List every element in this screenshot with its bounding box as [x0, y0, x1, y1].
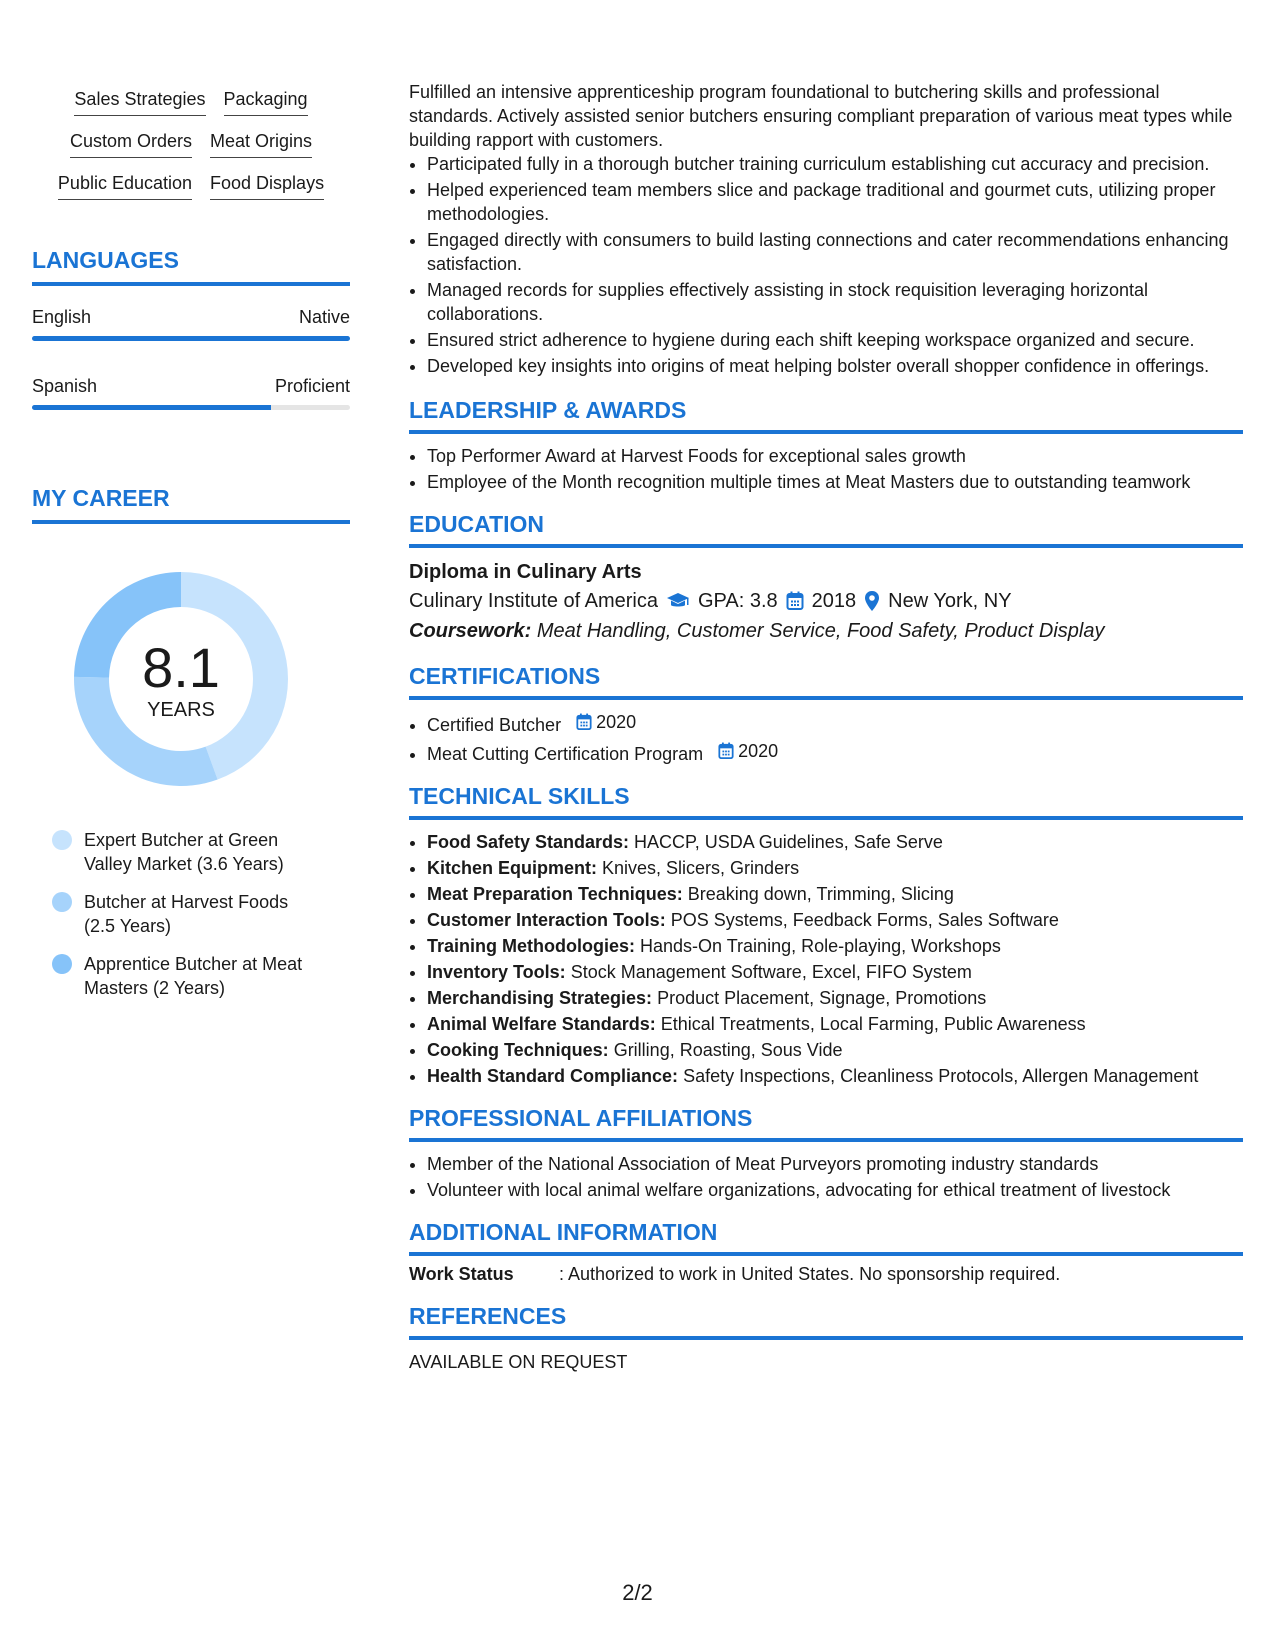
- affiliations-section: [409, 1104, 1243, 1202]
- list-item: [427, 830, 1243, 854]
- legend-dot: [52, 830, 72, 850]
- tag-row: [74, 88, 307, 116]
- coursework-label: Coursework:: [409, 620, 532, 642]
- language-name: English: [32, 307, 92, 327]
- skill-tag: Meat Origins: [210, 130, 312, 158]
- section-rule: [409, 544, 1243, 548]
- skill-tag: Public Education: [58, 172, 192, 200]
- section-rule: [409, 696, 1243, 700]
- experience-intro: Fulfilled an intensive apprenticeship program foundational to butchering skills and professional standards. Actively assisted senior butchers ensuring compliant preparation of various meat types while building rapport with customers.: [409, 82, 1233, 150]
- section-rule: [409, 1252, 1243, 1256]
- skill-tags: [32, 88, 350, 200]
- skill-values: Stock Management Software, Excel, FIFO System: [570, 962, 972, 982]
- tag-row: [58, 172, 324, 200]
- certification-year: 2020: [738, 741, 779, 761]
- list-item: • Managed records for supplies effectively assisting in stock requisition leveraging horizontal collaborations.: [427, 278, 1243, 326]
- list-item: [427, 1012, 1243, 1036]
- list-item: • Developed key insights into origins of meat helping bolster overall shopper confidence in offerings.: [427, 354, 1243, 378]
- section-rule: [409, 816, 1243, 820]
- skill-values: Knives, Slicers, Grinders: [602, 858, 800, 878]
- skill-category: Food Safety Standards:: [427, 832, 630, 852]
- languages-section: [32, 246, 350, 410]
- section-title: PROFESSIONAL AFFILIATIONS: [409, 1105, 753, 1131]
- work-status-label: Work Status: [409, 1264, 514, 1284]
- work-status-row: [409, 1262, 1243, 1286]
- references-text: AVAILABLE ON REQUEST: [409, 1352, 628, 1372]
- skill-values: POS Systems, Feedback Forms, Sales Software: [670, 910, 1059, 930]
- language-bar: [32, 336, 350, 341]
- certification-year: 2020: [596, 712, 637, 732]
- calendar-icon: [718, 742, 734, 760]
- legend-label: Butcher at Harvest Foods (2.5 Years): [84, 892, 289, 936]
- language-bar-fill: [32, 336, 350, 341]
- legend-item: [52, 952, 322, 1000]
- list-item: [427, 908, 1243, 932]
- section-title: REFERENCES: [409, 1303, 567, 1329]
- certification-name: Meat Cutting Certification Program: [427, 744, 704, 764]
- skill-category: Inventory Tools:: [427, 962, 566, 982]
- list-item: [427, 710, 1243, 737]
- skill-values: Safety Inspections, Cleanliness Protocols, Allergen Management: [683, 1066, 1199, 1086]
- language-level: Native: [298, 307, 350, 327]
- list-item: [427, 1038, 1243, 1062]
- career-section: [32, 484, 350, 1000]
- section-title: TECHNICAL SKILLS: [409, 783, 630, 809]
- skill-values: Breaking down, Trimming, Slicing: [687, 884, 954, 904]
- list-item: [427, 882, 1243, 906]
- language-level: Proficient: [274, 376, 350, 396]
- sidebar: [32, 80, 350, 1014]
- legend-item: [52, 890, 322, 938]
- languages-title: LANGUAGES: [32, 247, 179, 273]
- skill-values: Product Placement, Signage, Promotions: [657, 988, 987, 1008]
- skill-values: HACCP, USDA Guidelines, Safe Serve: [634, 832, 943, 852]
- section-rule: [409, 430, 1243, 434]
- list-item: [427, 960, 1243, 984]
- skill-tag: Food Displays: [210, 172, 324, 200]
- list-item: [427, 986, 1243, 1010]
- language-bar: [32, 405, 350, 410]
- main-content: [409, 80, 1243, 1374]
- list-item: • Engaged directly with consumers to build lasting connections and cater recommendations enhancing satisfaction.: [427, 228, 1243, 276]
- career-donut: [66, 564, 296, 794]
- list-item: [427, 934, 1243, 958]
- career-legend: [52, 828, 350, 1000]
- graduation-cap-icon: [666, 591, 690, 611]
- tag-row: [70, 130, 312, 158]
- career-title: MY CAREER: [32, 485, 170, 511]
- education-details: [409, 586, 1243, 616]
- certification-name: Certified Butcher: [427, 715, 562, 735]
- legend-dot: [52, 954, 72, 974]
- education-school: Culinary Institute of America: [409, 590, 658, 612]
- skill-category: Training Methodologies:: [427, 936, 635, 956]
- skill-category: Customer Interaction Tools:: [427, 910, 666, 930]
- legend-label: Apprentice Butcher at Meat Masters (2 Years): [84, 954, 303, 998]
- section-title: LEADERSHIP & AWARDS: [409, 397, 687, 423]
- career-unit: YEARS: [147, 699, 215, 721]
- skill-category: Kitchen Equipment:: [427, 858, 597, 878]
- section-title: EDUCATION: [409, 511, 545, 537]
- language-bar-fill: [32, 405, 271, 410]
- education-location: New York, NY: [888, 590, 1012, 612]
- list-item: • Helped experienced team members slice and package traditional and gourmet cuts, utilizing proper methodologies.: [427, 178, 1243, 226]
- skill-values: Ethical Treatments, Local Farming, Public Awareness: [660, 1014, 1086, 1034]
- list-item: • Participated fully in a thorough butcher training curriculum establishing cut accuracy and precision.: [427, 152, 1243, 176]
- education-year: 2018: [811, 590, 857, 612]
- additional-info-section: [409, 1218, 1243, 1286]
- skill-tag: Packaging: [224, 88, 308, 116]
- list-item: [427, 1064, 1243, 1088]
- skill-values: Grilling, Roasting, Sous Vide: [613, 1040, 843, 1060]
- section-rule: [32, 282, 350, 286]
- skill-category: Health Standard Compliance:: [427, 1066, 679, 1086]
- skill-category: Meat Preparation Techniques:: [427, 884, 683, 904]
- legend-dot: [52, 892, 72, 912]
- references-section: [409, 1302, 1243, 1374]
- certifications-section: [409, 662, 1243, 766]
- list-item: • Volunteer with local animal welfare organizations, advocating for ethical treatment of livestock: [427, 1178, 1243, 1202]
- language-item: [32, 375, 350, 410]
- list-item: • Employee of the Month recognition multiple times at Meat Masters due to outstanding teamwork: [427, 470, 1243, 494]
- list-item: [427, 856, 1243, 880]
- skill-values: Hands-On Training, Role-playing, Workshops: [640, 936, 1001, 956]
- coursework-value: Meat Handling, Customer Service, Food Safety, Product Display: [536, 620, 1105, 642]
- language-name: Spanish: [32, 376, 98, 396]
- list-item: [427, 739, 1243, 766]
- section-rule: [409, 1336, 1243, 1340]
- skill-category: Cooking Techniques:: [427, 1040, 609, 1060]
- calendar-icon: [576, 713, 592, 731]
- list-item: • Ensured strict adherence to hygiene during each shift keeping workspace organized and secure.: [427, 328, 1243, 352]
- location-pin-icon: [864, 590, 880, 612]
- skill-category: Merchandising Strategies:: [427, 988, 653, 1008]
- education-section: [409, 510, 1243, 646]
- skill-tag: Custom Orders: [70, 130, 192, 158]
- career-center: [66, 638, 296, 722]
- page-number: 2/2: [622, 1580, 653, 1605]
- section-title: CERTIFICATIONS: [409, 663, 601, 689]
- education-degree: Diploma in Culinary Arts: [409, 561, 642, 583]
- experience-bullets: [409, 152, 1243, 378]
- education-gpa: GPA: 3.8: [698, 590, 778, 612]
- education-coursework: [409, 616, 1243, 646]
- leadership-section: [409, 396, 1243, 494]
- calendar-icon: [786, 591, 804, 611]
- section-title: ADDITIONAL INFORMATION: [409, 1219, 718, 1245]
- skill-tag: Sales Strategies: [74, 88, 205, 116]
- list-item: • Member of the National Association of Meat Purveyors promoting industry standards: [427, 1152, 1243, 1176]
- legend-label: Expert Butcher at Green Valley Market (3.6 Years): [84, 830, 284, 874]
- work-status-value: : Authorized to work in United States. No sponsorship required.: [559, 1264, 1061, 1284]
- career-total: 8.1: [142, 636, 220, 699]
- section-rule: [409, 1138, 1243, 1142]
- legend-item: [52, 828, 322, 876]
- skill-category: Animal Welfare Standards:: [427, 1014, 656, 1034]
- language-item: [32, 306, 350, 341]
- section-rule: [32, 520, 350, 524]
- list-item: • Top Performer Award at Harvest Foods for exceptional sales growth: [427, 444, 1243, 468]
- technical-skills-section: [409, 782, 1243, 1088]
- technical-skills-list: [409, 830, 1243, 1088]
